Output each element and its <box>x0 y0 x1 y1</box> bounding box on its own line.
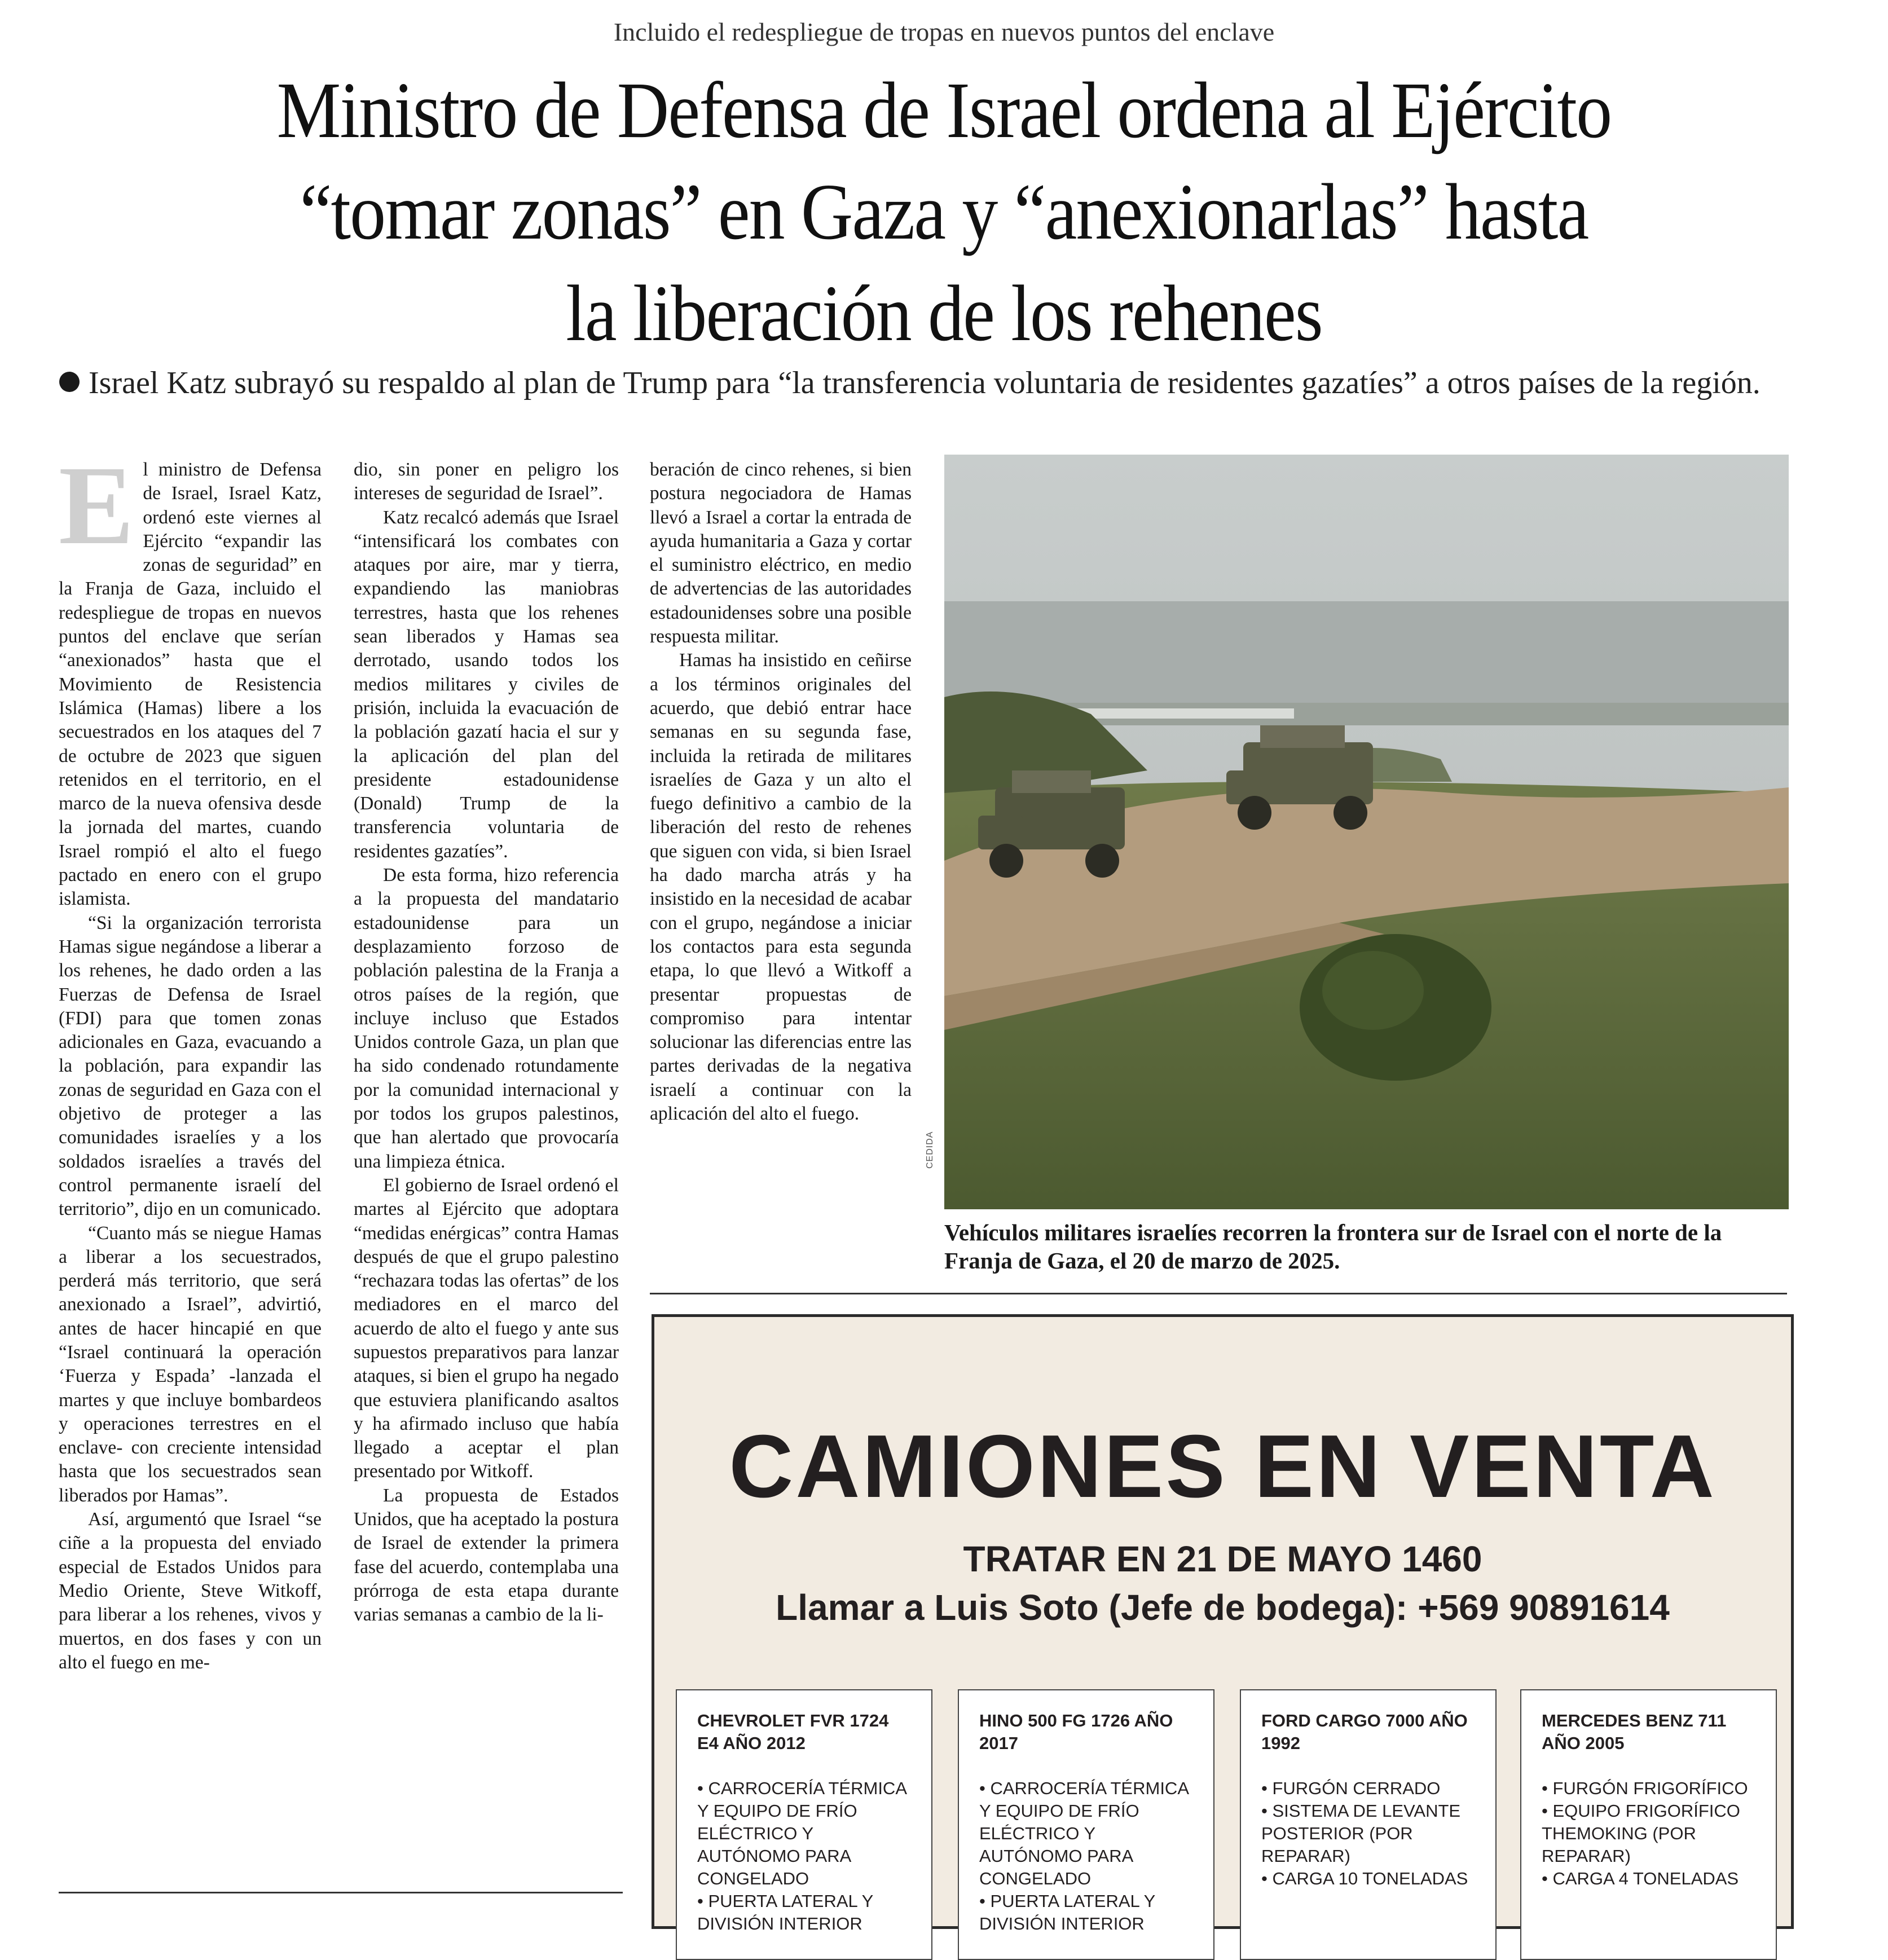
truck-feature: • PUERTA LATERAL Y DIVISIÓN INTERIOR <box>979 1891 1155 1933</box>
truck-sale-ad <box>652 1314 1794 1933</box>
dropcap: E <box>59 443 134 568</box>
truck-title: CHEVROLET FVR 1724 E4 AÑO 2012 <box>697 1711 889 1753</box>
divider <box>650 1293 1787 1294</box>
paragraph: dio, sin poner en peligro los intereses de seguridad de Israel”. <box>354 459 619 504</box>
ad-address: TRATAR EN 21 DE MAYO 1460 <box>963 1539 1482 1579</box>
truck-title: HINO 500 FG 1726 AÑO 2017 <box>979 1711 1173 1753</box>
truck-feature: • EQUIPO FRIGORÍFICO THEMOKING (POR REPARAR) <box>1542 1801 1740 1866</box>
headline-line-3: la liberación de los rehenes <box>566 268 1322 358</box>
paragraph: Katz recalcó además que Israel “intensificará los combates con ataques por aire, mar y tierra, expandiendo las maniobras terrestres, hasta que los rehenes sean liberados y Hamas sea derrotado, usando todos los medios militares y civiles de prisión, incluida la evacuación de la población gazatí hacia el sur y la aplicación del plan del presidente estadounidense (Donald) Trump de la transferencia voluntaria de residentes gazatíes”. <box>354 506 619 862</box>
paragraph: beración de cinco rehenes, si bien postura negociadora de Hamas llevó a Israel a cortar la entrada de ayuda humanitaria a Gaza y cortar el suministro eléctrico, en medio de advertencias de las autoridades estadounidenses sobre una posible respuesta militar. <box>650 459 912 648</box>
ad-title: CAMIONES EN VENTA <box>729 1417 1717 1516</box>
paragraph: l ministro de Defensa de Israel, Israel Katz, ordenó este viernes al Ejército “expandir las zonas de seguridad” en la Franja de Gaza, incluido el redespliegue de tropas en nuevos puntos del enclave que serían “anexionados” hasta que el Movimiento de Resistencia Islámica (Hamas) libere a los secuestrados en los ataques del 7 de octubre de 2023 que siguen retenidos en el territorio, en el marco de la nueva ofensiva desde la jornada del martes, cuando Israel rompió el alto el fuego pactado en enero con el grupo islamista. <box>59 459 322 910</box>
bullet-icon <box>59 372 80 392</box>
paragraph: “Cuanto más se niegue Hamas a liberar a los secuestrados, perderá más territorio, que será anexionado a Israel”, advirtió, antes de hacer hincapié en que “Israel continuará la operación ‘Fuerza y Espada’ -lanzada el martes y que incluye bombardeos y operaciones terrestres en el enclave- con creciente intensidad hasta que los secuestrados sean liberados por Hamas”. <box>59 1222 322 1506</box>
truck-card <box>676 1689 932 1960</box>
headline-line-2: “tomar zonas” en Gaza y “anexionarlas” hasta <box>300 167 1588 256</box>
truck-card <box>958 1689 1214 1960</box>
truck-title: FORD CARGO 7000 AÑO 1992 <box>1261 1711 1468 1753</box>
truck-feature: • CARGA 4 TONELADAS <box>1542 1869 1739 1888</box>
headline <box>125 59 1763 364</box>
military-vehicles-photo <box>944 455 1789 1209</box>
kicker: Incluido el redespliegue de tropas en nuevos puntos del enclave <box>613 17 1275 46</box>
truck-title: MERCEDES BENZ 711 AÑO 2005 <box>1542 1711 1727 1753</box>
divider <box>59 1892 623 1893</box>
article-column-1 <box>59 443 322 1675</box>
truck-feature: • CARROCERÍA TÉRMICA Y EQUIPO DE FRÍO ELÉCTRICO Y AUTÓNOMO PARA CONGELADO <box>979 1778 1189 1888</box>
article-column-3 <box>650 458 912 1126</box>
truck-feature: • PUERTA LATERAL Y DIVISIÓN INTERIOR <box>697 1891 873 1933</box>
paragraph: Hamas ha insistido en ceñirse a los términos originales del acuerdo, que debió entrar hace semanas en su segunda fase, incluida la retirada de militares israelíes de Gaza y un alto el fuego definitivo a cambio de la liberación del resto de rehenes que siguen con vida, si bien Israel ha dado marcha atrás y ha insistido en la necesidad de acabar con el grupo, negándose a iniciar los contactos para esta segunda etapa, lo que llevó a Witkoff a presentar propuestas de compromiso para intentar solucionar las diferencias entre las partes derivadas de la negativa israelí a continuar con la aplicación del alto el fuego. <box>650 650 912 1125</box>
truck-feature: • FURGÓN FRIGORÍFICO <box>1542 1778 1748 1798</box>
paragraph: De esta forma, hizo referencia a la propuesta del mandatario estadounidense para un desplazamiento forzoso de población palestina de la Franja a otros países de la región, que incluye incluso que Estados Unidos controle Gaza, un plan que ha sido condenado rotundamente por la comunidad internacional y por todos los grupos palestinos, que han alertado que provocaría una limpieza étnica. <box>354 865 619 1172</box>
truck-card <box>1520 1689 1777 1960</box>
deck <box>59 364 1799 402</box>
paragraph: Así, argumentó que Israel “se ciñe a la propuesta del enviado especial de Estados Unidos para Medio Oriente, Steve Witkoff, para liberar a los rehenes, vivos y muertos, en dos fases y con un alto el fuego en me- <box>59 1509 322 1673</box>
deck-text: Israel Katz subrayó su respaldo al plan de Trump para “la transferencia voluntaria de residentes gazatíes” a otros países de la región. <box>89 365 1761 400</box>
truck-feature: • CARGA 10 TONELADAS <box>1261 1869 1468 1888</box>
photo-credit: CEDIDA <box>925 1131 935 1169</box>
paragraph: “Si la organización terrorista Hamas sigue negándose a liberar a los rehenes, he dado orden a las Fuerzas de Defensa de Israel (FDI) para que tomen zonas adicionales en Gaza, evacuando a la población, para expandir las zonas de seguridad en Gaza con el objetivo de proteger a las comunidades israelíes y a los soldados israelíes a través del control permanente israelí del territorio”, dijo en un comunicado. <box>59 912 322 1220</box>
photo-caption: Vehículos militares israelíes recorren la frontera sur de Israel con el norte de la Franja de Gaza, el 20 de marzo de 2025. <box>944 1219 1722 1274</box>
truck-card <box>1240 1689 1497 1960</box>
paragraph: La propuesta de Estados Unidos, que ha aceptado la postura de Israel de extender la primera fase del acuerdo, contemplaba una prórroga de esta etapa durante varias semanas a cambio de la li- <box>354 1485 619 1626</box>
article-column-2 <box>354 458 619 1627</box>
ad-contact: Llamar a Luis Soto (Jefe de bodega): +569 90891614 <box>776 1587 1670 1628</box>
news-photo <box>944 455 1789 1209</box>
truck-feature: • FURGÓN CERRADO <box>1261 1778 1441 1798</box>
paragraph: El gobierno de Israel ordenó el martes al Ejército que adoptara “medidas enérgicas” contra Hamas después de que el grupo palestino “rechazara todas las ofertas” de los mediadores en el marco del acuerdo de alto el fuego y ante sus supuestos preparativos para lanzar ataques, si bien el grupo ha negado que estuviera planificando asaltos y ha afirmado incluso que había llegado a aceptar el plan presentado por Witkoff. <box>354 1174 619 1482</box>
truck-feature: • CARROCERÍA TÉRMICA Y EQUIPO DE FRÍO ELÉCTRICO Y AUTÓNOMO PARA CONGELADO <box>697 1778 906 1888</box>
headline-line-1: Ministro de Defensa de Israel ordena al Ejército <box>276 65 1612 155</box>
truck-feature: • SISTEMA DE LEVANTE POSTERIOR (POR REPARAR) <box>1261 1801 1461 1866</box>
